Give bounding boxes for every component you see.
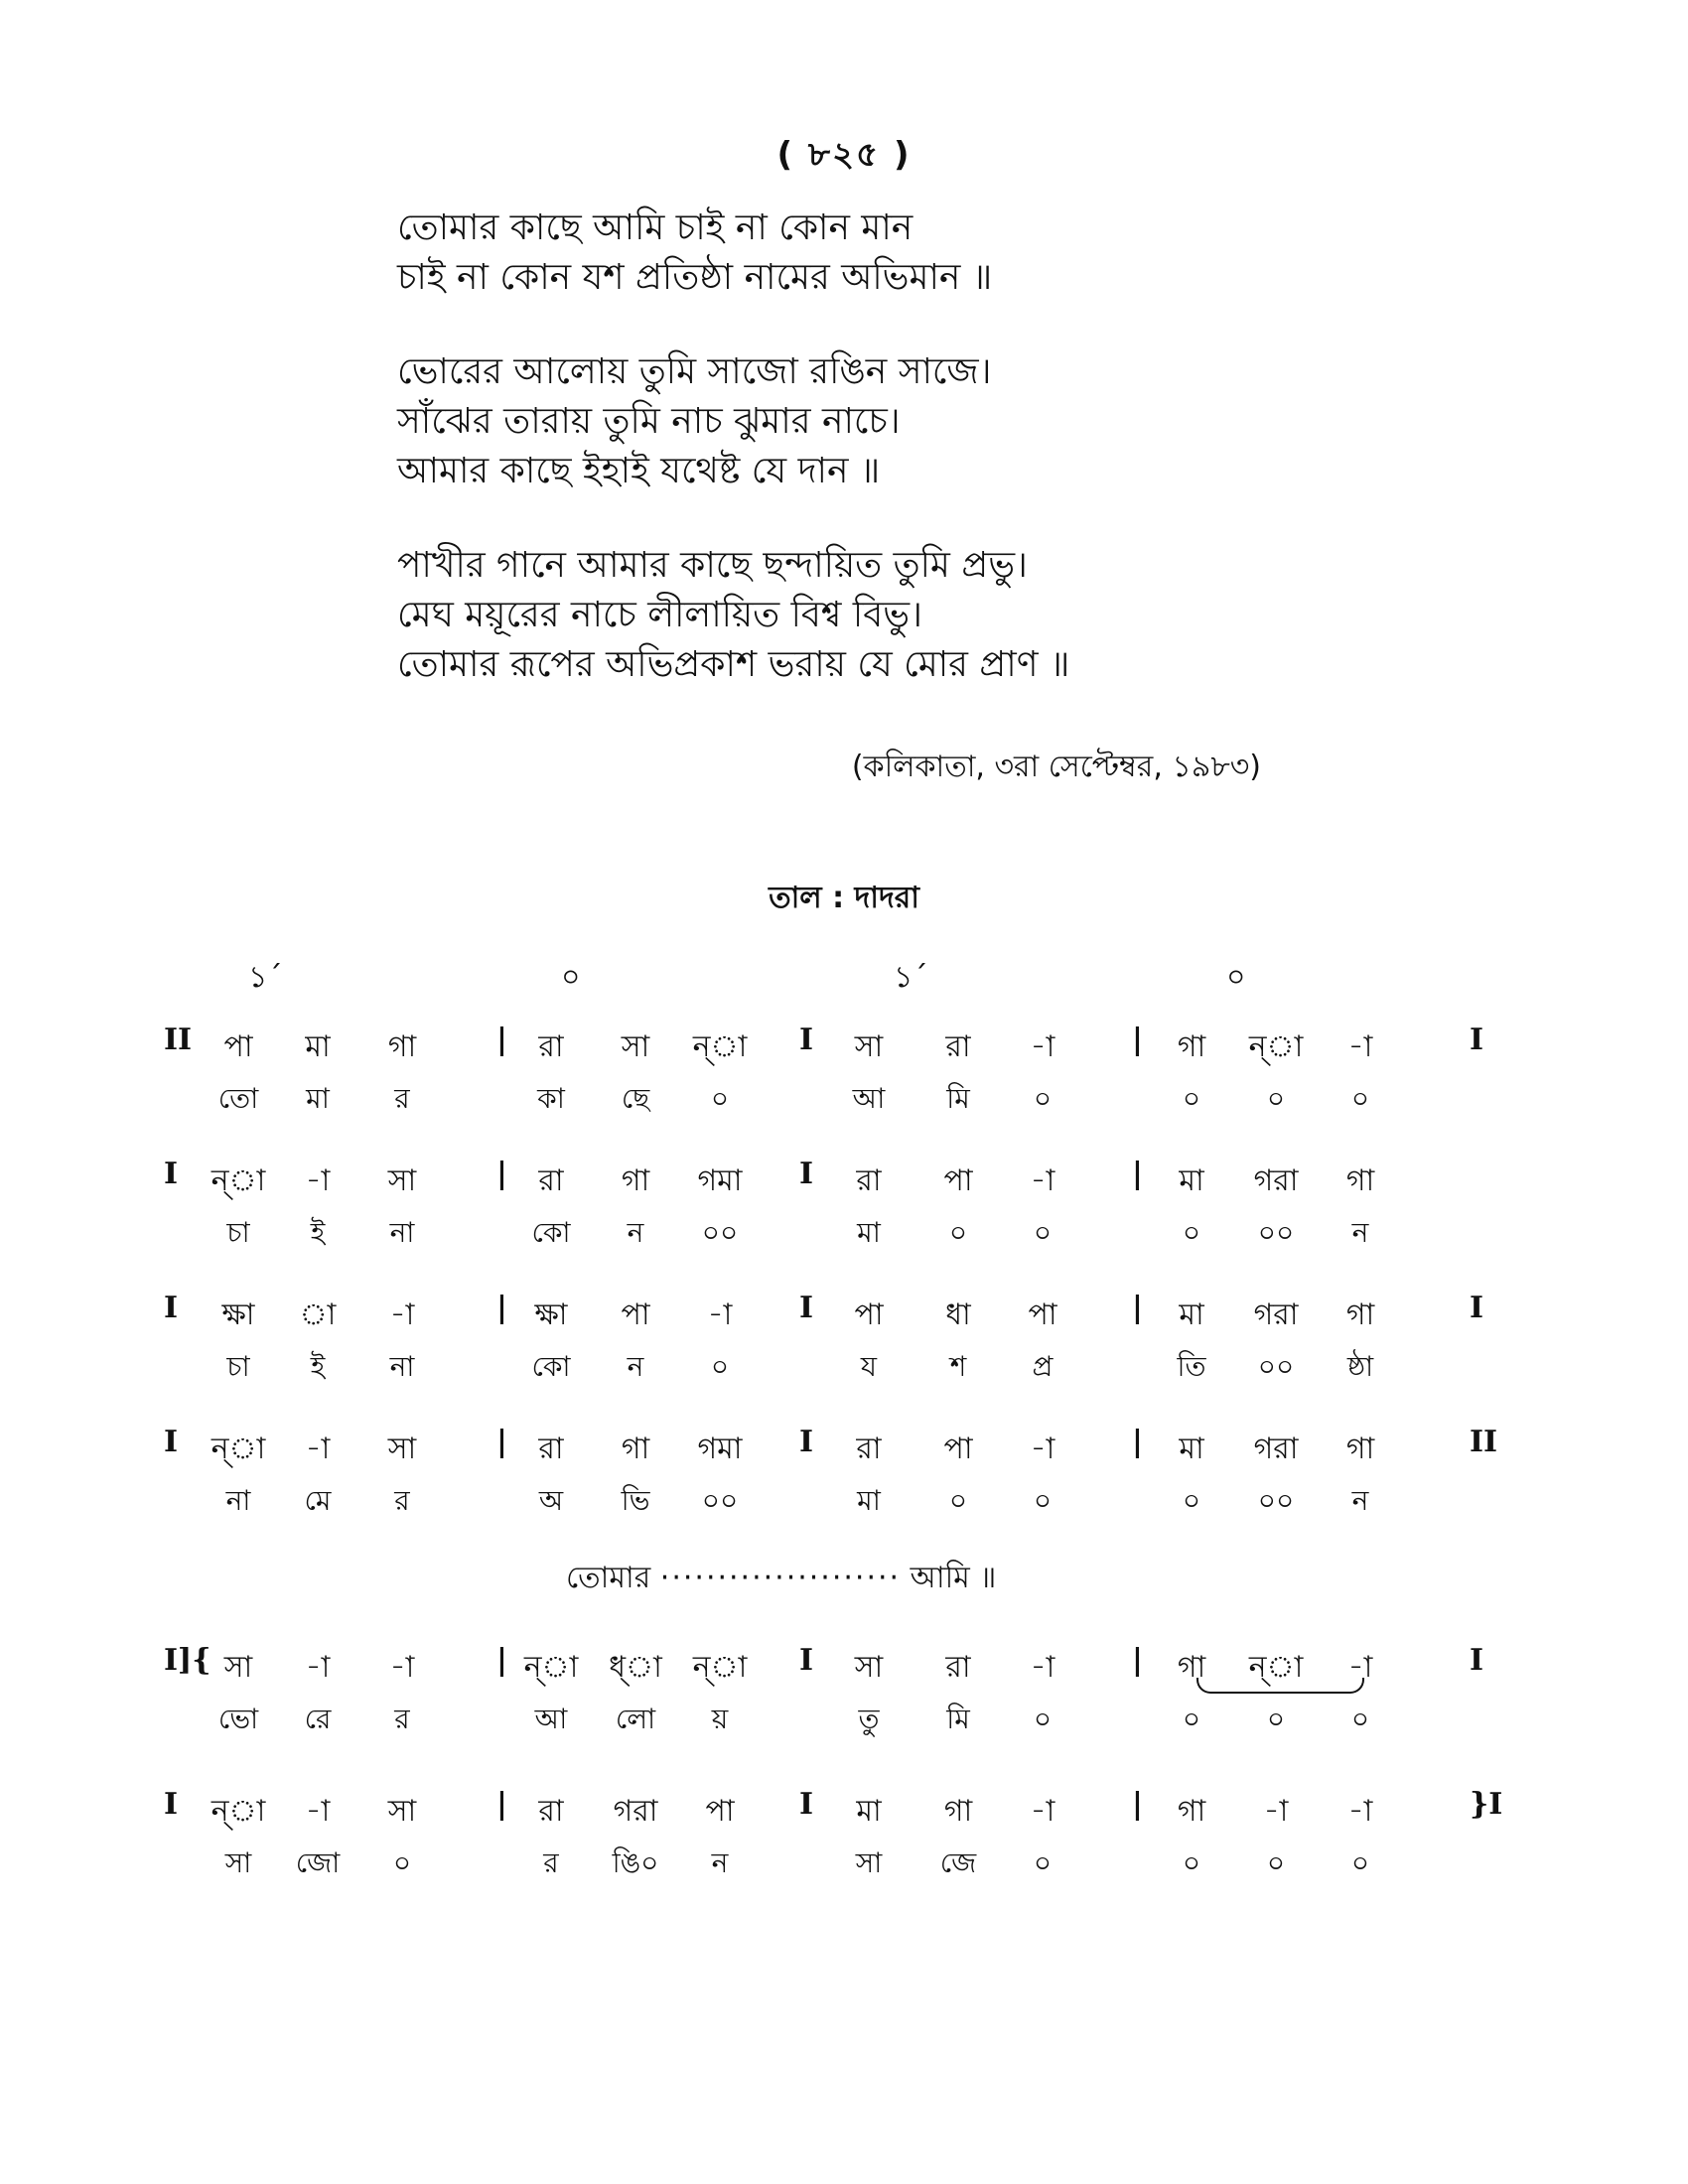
end-bar: I: [1470, 1023, 1484, 1057]
swara-note: রা: [538, 1794, 564, 1829]
lyric-syllable: ০: [710, 1350, 730, 1383]
lyric-syllable: ০: [1350, 1703, 1370, 1735]
lyric-syllable: ০: [1033, 1082, 1053, 1115]
lyric-syllable: না: [389, 1216, 415, 1249]
swara-note: সা: [854, 1650, 884, 1685]
swara-note: -া: [1347, 1794, 1373, 1829]
start-bar: I: [164, 1425, 179, 1459]
lyric-syllable: না: [225, 1484, 251, 1517]
beat-divider: |: [496, 1643, 507, 1678]
stanza-3: [397, 541, 1069, 690]
lyric-syllable: কা: [537, 1082, 565, 1115]
lyric-syllable: অ: [538, 1484, 564, 1517]
beat-divider: |: [1132, 1787, 1143, 1822]
lyric-syllable: ০: [1182, 1082, 1201, 1115]
swara-note: গরা: [1253, 1432, 1299, 1466]
start-bar: I]{: [164, 1643, 211, 1678]
beat-mark: ১´: [894, 960, 928, 995]
swara-note: মা: [856, 1794, 882, 1829]
swara-note: পা: [1028, 1297, 1057, 1332]
swara-note: গরা: [1253, 1163, 1299, 1198]
swara-note: -া: [1030, 1029, 1055, 1064]
lyric-syllable: লো: [615, 1703, 656, 1735]
swara-note: -া: [1030, 1650, 1055, 1685]
lyric-syllable: মা: [857, 1484, 881, 1517]
beat-divider: |: [1132, 1291, 1143, 1325]
swara-note: গরা: [1253, 1297, 1299, 1332]
beat-divider: |: [496, 1787, 507, 1822]
swara-note: সা: [387, 1163, 417, 1198]
swara-note: পা: [621, 1297, 650, 1332]
end-bar: }I: [1470, 1787, 1503, 1822]
swara-note: সা: [223, 1650, 253, 1685]
lyric-syllable: ন: [1351, 1216, 1369, 1249]
swara-note: -া: [389, 1650, 415, 1685]
lyric-line: ভোরের আলোয় তুমি সাজো রঙিন সাজে।: [397, 351, 992, 392]
beat-divider: I: [799, 1643, 814, 1678]
lyric-syllable: ঙি০: [612, 1846, 659, 1879]
stanza-1: [397, 204, 992, 303]
beat-mark: ০: [561, 960, 581, 995]
swara-note: মা: [1179, 1163, 1204, 1198]
swara-note: -া: [1030, 1432, 1055, 1466]
swara-note: গা: [1177, 1794, 1206, 1829]
beat-divider: |: [496, 1157, 507, 1191]
swara-note: সা: [387, 1794, 417, 1829]
swara-note: রা: [945, 1029, 971, 1064]
lyric-syllable: য়: [711, 1703, 729, 1735]
lyric-syllable: ০: [1350, 1846, 1370, 1879]
start-bar: I: [164, 1291, 179, 1325]
lyric-line: পাখীর গানে আমার কাছে ছন্দায়িত তুমি প্রভু।: [397, 545, 1028, 586]
swara-note: -া: [305, 1163, 331, 1198]
lyric-syllable: ০: [1033, 1216, 1053, 1249]
beat-divider: I: [799, 1787, 814, 1822]
swara-note: গা: [1345, 1163, 1375, 1198]
lyric-syllable: তু: [858, 1703, 880, 1735]
swara-note: গমা: [697, 1432, 743, 1466]
swara-note: গা: [387, 1029, 417, 1064]
swara-note: রা: [538, 1432, 564, 1466]
lyric-syllable: ০০: [1257, 1350, 1295, 1383]
return-start: তোমার: [566, 1561, 651, 1595]
return-line: [566, 1554, 996, 1604]
beat-divider: |: [1132, 1023, 1143, 1057]
lyric-syllable: মে: [304, 1484, 332, 1517]
swara-note: গা: [943, 1794, 973, 1829]
lyric-syllable: রে: [304, 1703, 332, 1735]
lyric-syllable: মি: [946, 1082, 970, 1115]
lyric-syllable: ০: [1182, 1484, 1201, 1517]
swara-note: গা: [1177, 1029, 1206, 1064]
lyric-syllable: কো: [531, 1350, 571, 1383]
lyric-syllable: ০: [1266, 1082, 1286, 1115]
lyric-syllable: ০: [1266, 1703, 1286, 1735]
lyric-syllable: র: [394, 1484, 410, 1517]
swara-note: ন্‌া: [211, 1432, 266, 1466]
beat-divider: |: [1132, 1643, 1143, 1678]
swara-note: গা: [621, 1163, 650, 1198]
lyric-syllable: চা: [226, 1350, 250, 1383]
swara-note: গা: [1345, 1432, 1375, 1466]
swara-note: পা: [223, 1029, 253, 1064]
lyric-syllable: য: [860, 1350, 878, 1383]
swara-note: -া: [305, 1650, 331, 1685]
swara-note: রা: [538, 1163, 564, 1198]
lyric-syllable: ০: [1182, 1846, 1201, 1879]
lyric-syllable: ০: [1182, 1703, 1201, 1735]
lyric-syllable: সা: [224, 1846, 252, 1879]
lyric-syllable: মা: [857, 1216, 881, 1249]
swara-note: ন্‌া: [692, 1029, 748, 1064]
lyric-syllable: শ: [949, 1350, 967, 1383]
lyric-syllable: ০০: [1257, 1484, 1295, 1517]
composition-date: (কলিকাতা, ৩রা সেপ্টেম্বর, ১৯৮৩): [851, 750, 1261, 784]
lyric-syllable: আ: [534, 1703, 568, 1735]
swara-note: পা: [854, 1297, 884, 1332]
slur-mark: [1196, 1678, 1364, 1694]
swara-note: পা: [943, 1163, 973, 1198]
swara-note: -া: [1263, 1794, 1289, 1829]
lyric-syllable: ০: [1350, 1082, 1370, 1115]
swara-note: রা: [538, 1029, 564, 1064]
swara-note: গা: [621, 1432, 650, 1466]
beat-divider: I: [799, 1157, 814, 1191]
swara-note: ন্‌া: [523, 1650, 579, 1685]
lyric-syllable: কো: [531, 1216, 571, 1249]
end-bar: II: [1470, 1425, 1498, 1459]
lyric-syllable: ছে: [621, 1082, 650, 1115]
stanza-2: [397, 347, 991, 496]
beat-marks: [0, 953, 1688, 993]
lyric-syllable: ষ্ঠা: [1346, 1350, 1374, 1383]
lyric-syllable: ভো: [217, 1703, 259, 1735]
lyric-syllable: ০০: [701, 1216, 739, 1249]
swara-note: গরা: [613, 1794, 658, 1829]
swara-note: মা: [305, 1029, 331, 1064]
lyric-syllable: র: [543, 1846, 559, 1879]
swara-note: গমা: [697, 1163, 743, 1198]
swara-note: -া: [707, 1297, 733, 1332]
beat-divider: |: [496, 1291, 507, 1325]
swara-note: ন্‌া: [211, 1794, 266, 1829]
lyric-syllable: ন: [627, 1216, 644, 1249]
swara-note: মা: [1179, 1297, 1204, 1332]
swara-note: পা: [943, 1432, 973, 1466]
swara-note: ধা: [945, 1297, 971, 1332]
swara-note: -া: [1030, 1163, 1055, 1198]
swara-note: রা: [945, 1650, 971, 1685]
swara-note: ন্‌া: [692, 1650, 748, 1685]
swara-note: ক্ষা: [221, 1297, 255, 1332]
lyric-syllable: ন: [1351, 1484, 1369, 1517]
swara-note: রা: [856, 1163, 882, 1198]
beat-mark: ১´: [248, 960, 283, 995]
lyric-line: চাই না কোন যশ প্রতিষ্ঠা নামের অভিমান ॥: [397, 257, 993, 298]
beat-divider: |: [496, 1023, 507, 1057]
lyric-line: সাঁঝের তারায় তুমি নাচ ঝুমার নাচে।: [397, 401, 901, 442]
swara-note: মা: [1179, 1432, 1204, 1466]
lyric-syllable: চা: [226, 1216, 250, 1249]
end-bar: I: [1470, 1291, 1484, 1325]
lyric-syllable: তো: [217, 1082, 259, 1115]
swara-note: ধ্‌া: [609, 1650, 662, 1685]
tala-heading: তাল : দাদরা: [769, 881, 919, 915]
end-bar: I: [1470, 1643, 1484, 1678]
swara-note: সা: [854, 1029, 884, 1064]
lyric-line: আমার কাছে ইহাই যথেষ্ট যে দান ॥: [397, 451, 881, 491]
beat-mark: ০: [1226, 960, 1246, 995]
swara-note: -া: [1030, 1794, 1055, 1829]
lyric-syllable: ০০: [701, 1484, 739, 1517]
beat-divider: I: [799, 1291, 814, 1325]
lyric-syllable: আ: [852, 1082, 886, 1115]
swara-note: -া: [1347, 1650, 1373, 1685]
swara-note: পা: [705, 1794, 735, 1829]
lyric-syllable: ই: [310, 1350, 326, 1383]
lyric-syllable: তি: [1177, 1350, 1206, 1383]
lyric-syllable: ০: [948, 1484, 968, 1517]
lyric-syllable: ০: [1033, 1484, 1053, 1517]
swara-note: -া: [305, 1794, 331, 1829]
lyric-syllable: ন: [627, 1350, 644, 1383]
lyric-syllable: মা: [306, 1082, 330, 1115]
lyric-syllable: ০: [1266, 1846, 1286, 1879]
lyric-syllable: র: [394, 1703, 410, 1735]
lyric-syllable: প্র: [1032, 1350, 1054, 1383]
start-bar: I: [164, 1157, 179, 1191]
return-end: আমি ॥: [910, 1561, 997, 1595]
swara-note: গা: [1345, 1297, 1375, 1332]
lyric-syllable: জো: [295, 1846, 341, 1879]
swara-note: সা: [621, 1029, 650, 1064]
lyric-syllable: ই: [310, 1216, 326, 1249]
page-number: ( ৮২৫ ): [776, 135, 912, 175]
swara-note: গা: [1177, 1650, 1206, 1685]
lyric-syllable: না: [389, 1350, 415, 1383]
swara-note: া: [299, 1297, 337, 1332]
swara-note: সা: [387, 1432, 417, 1466]
lyric-syllable: ০০: [1257, 1216, 1295, 1249]
lyric-syllable: ০: [948, 1216, 968, 1249]
lyric-syllable: মি: [946, 1703, 970, 1735]
swara-note: ক্ষা: [534, 1297, 568, 1332]
swara-note: ন্‌া: [1248, 1029, 1304, 1064]
swara-note: -া: [305, 1432, 331, 1466]
beat-divider: |: [1132, 1157, 1143, 1191]
lyric-syllable: ০: [392, 1846, 412, 1879]
beat-divider: I: [799, 1023, 814, 1057]
beat-divider: |: [1132, 1425, 1143, 1459]
lyric-syllable: ০: [1033, 1703, 1053, 1735]
lyric-syllable: ভি: [621, 1484, 650, 1517]
lyric-line: তোমার রূপের অভিপ্রকাশ ভরায় যে মোর প্রাণ ॥: [397, 644, 1070, 685]
lyric-syllable: ন: [711, 1846, 729, 1879]
lyric-syllable: ০: [1182, 1216, 1201, 1249]
start-bar: II: [164, 1023, 193, 1057]
swara-note: ন্‌া: [1248, 1650, 1304, 1685]
lyric-syllable: ০: [710, 1082, 730, 1115]
swara-note: -া: [389, 1297, 415, 1332]
swara-note: ন্‌া: [211, 1163, 266, 1198]
lyric-syllable: ০: [1033, 1846, 1053, 1879]
swara-note: -া: [1347, 1029, 1373, 1064]
swara-note: রা: [856, 1432, 882, 1466]
start-bar: I: [164, 1787, 179, 1822]
lyric-line: তোমার কাছে আমি চাই না কোন মান: [397, 207, 914, 248]
lyric-syllable: র: [394, 1082, 410, 1115]
return-dots: ·····················: [659, 1561, 902, 1595]
beat-divider: |: [496, 1425, 507, 1459]
beat-divider: I: [799, 1425, 814, 1459]
lyric-line: মেঘ ময়ূরের নাচে লীলায়িত বিশ্ব বিভু।: [397, 595, 922, 635]
lyric-syllable: জে: [939, 1846, 977, 1879]
lyric-syllable: সা: [855, 1846, 883, 1879]
